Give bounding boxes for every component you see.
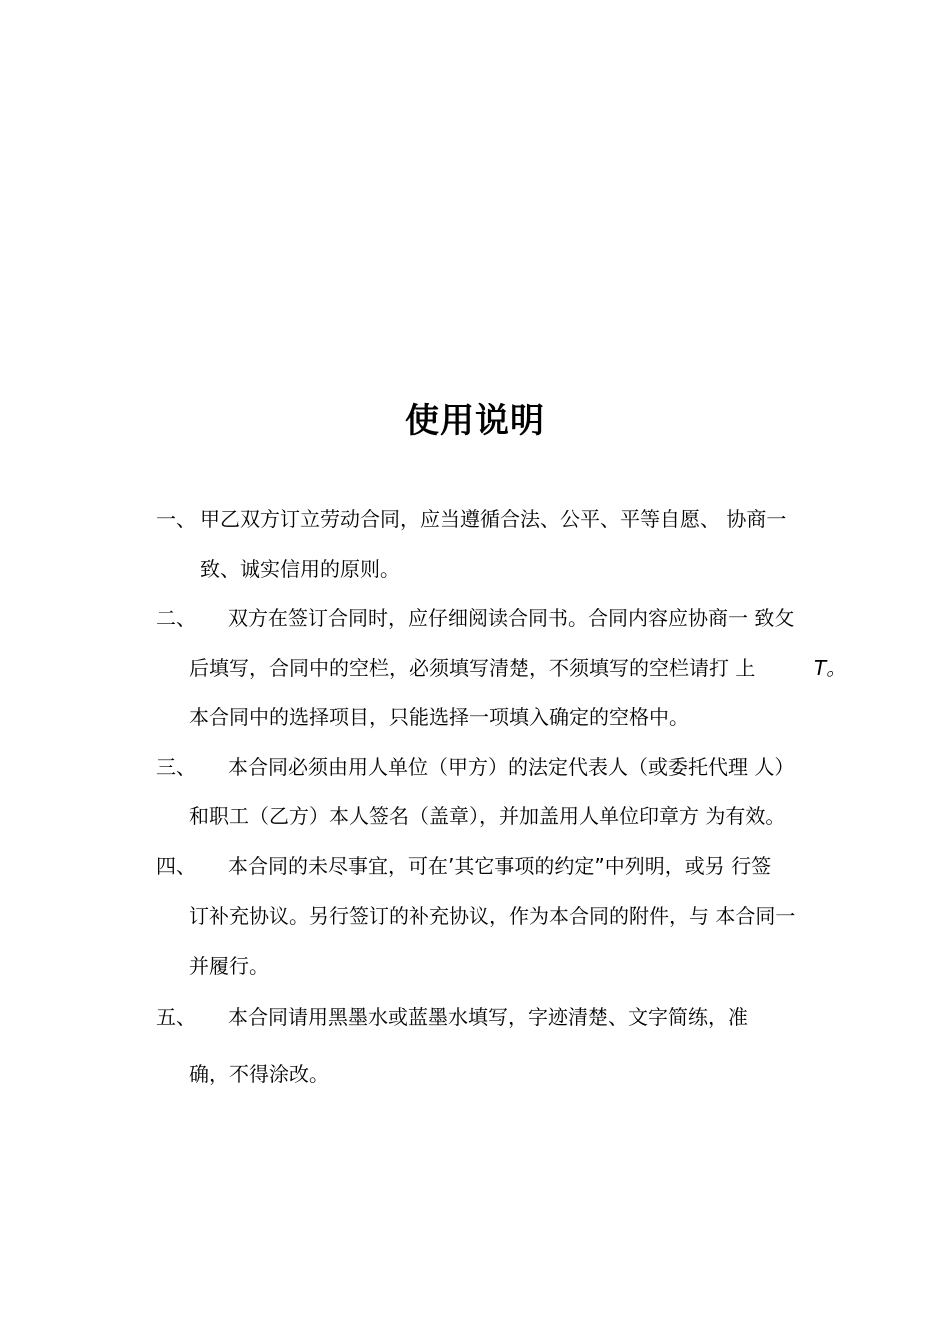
item-number: 三、 (156, 755, 196, 779)
item-number: 一、 (156, 507, 196, 531)
item-number: 五、 (156, 1005, 196, 1029)
item-line: 和职工（乙方）本人签名（盖章），并加盖用人单位印章方 为有效。 (189, 804, 786, 828)
item-line: 并履行。 (189, 954, 269, 978)
item-line: 订补充协议。另行签订的补充协议，作为本合同的附件，与 本合同一 (189, 904, 796, 928)
item-line: 确，不得涂改。 (189, 1062, 329, 1086)
item-number: 二、 (156, 606, 196, 630)
item-line: 本合同必须由用人单位（甲方）的法定代表人（或委托代理 人） (228, 755, 795, 779)
item-line: 致、诚实信用的原则。 (200, 557, 400, 581)
item-number: 四、 (156, 854, 196, 878)
item-line: 本合同的未尽事宜，可在’其它事项的约定”中列明，或另 行签 (228, 854, 772, 878)
item-line: 甲乙双方订立劳动合同，应当遵循合法、公平、平等自愿、 协商一 (200, 507, 787, 531)
item-line: 后填写，合同中的空栏，必须填写清楚，不须填写的空栏请打 上 (189, 656, 756, 680)
item-line: 本合同请用黑墨水或蓝墨水填写，字迹清楚、文字简练，准 (228, 1005, 748, 1029)
document-title: 使用说明 (405, 401, 545, 441)
item-line: 本合同中的选择项目，只能选择一项填入确定的空格中。 (189, 705, 689, 729)
item-line: T。 (814, 656, 847, 680)
item-line: 双方在签订合同时，应仔细阅读合同书。合同内容应协商一 致攵 (228, 606, 795, 630)
